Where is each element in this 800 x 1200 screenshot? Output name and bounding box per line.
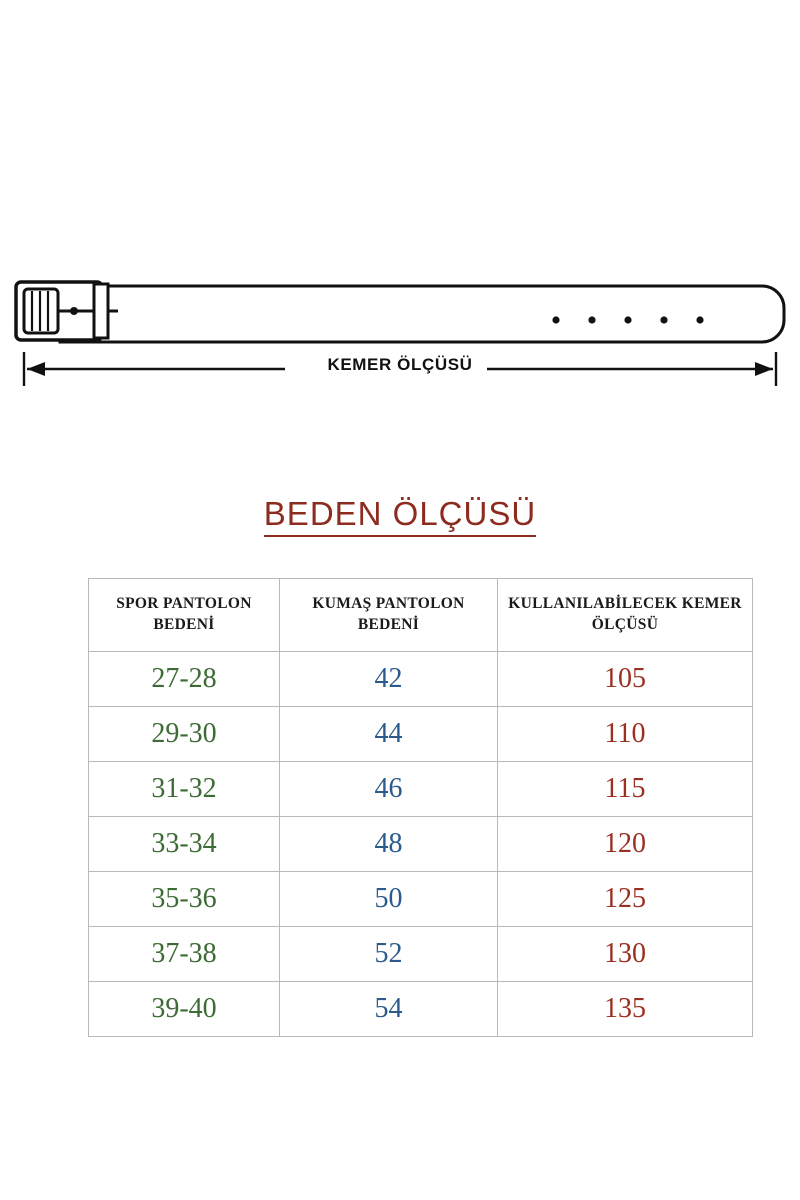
page-title — [0, 495, 800, 533]
belt-with-buckle-icon — [0, 0, 800, 400]
cell-spor-bedeni: 27-28 — [89, 652, 280, 707]
cell-kemer-olcusu: 105 — [498, 652, 753, 707]
table-row — [89, 652, 753, 707]
table-row — [89, 762, 753, 817]
table-row — [89, 817, 753, 872]
cell-spor-bedeni: 35-36 — [89, 872, 280, 927]
cell-spor-bedeni: 39-40 — [89, 982, 280, 1037]
cell-spor-bedeni: 37-38 — [89, 927, 280, 982]
table-header-row — [89, 579, 753, 652]
belt-diagram — [0, 0, 800, 374]
table-row — [89, 872, 753, 927]
cell-kemer-olcusu: 115 — [498, 762, 753, 817]
cell-kumas-bedeni: 44 — [280, 707, 498, 762]
cell-kemer-olcusu: 130 — [498, 927, 753, 982]
belt-illustration — [0, 0, 800, 374]
cell-kumas-bedeni: 54 — [280, 982, 498, 1037]
size-chart-table — [88, 578, 753, 1037]
table-row — [89, 982, 753, 1037]
cell-kemer-olcusu: 120 — [498, 817, 753, 872]
cell-spor-bedeni: 33-34 — [89, 817, 280, 872]
cell-kumas-bedeni: 48 — [280, 817, 498, 872]
cell-spor-bedeni: 31-32 — [89, 762, 280, 817]
cell-kemer-olcusu: 110 — [498, 707, 753, 762]
cell-kemer-olcusu: 135 — [498, 982, 753, 1037]
cell-kumas-bedeni: 50 — [280, 872, 498, 927]
cell-kumas-bedeni: 52 — [280, 927, 498, 982]
cell-kumas-bedeni: 46 — [280, 762, 498, 817]
page-title-text: BEDEN ÖLÇÜSÜ — [264, 495, 536, 537]
cell-kumas-bedeni: 42 — [280, 652, 498, 707]
column-header-kemer-olcusu: KULLANILABİLECEK KEMER ÖLÇÜSÜ — [498, 579, 753, 652]
cell-spor-bedeni: 29-30 — [89, 707, 280, 762]
column-header-spor-pantolon: SPOR PANTOLON BEDENİ — [89, 579, 280, 652]
table-row — [89, 707, 753, 762]
belt-measure-label: KEMER ÖLÇÜSÜ — [327, 355, 473, 374]
table-row — [89, 927, 753, 982]
column-header-kumas-pantolon: KUMAŞ PANTOLON BEDENİ — [280, 579, 498, 652]
cell-kemer-olcusu: 125 — [498, 872, 753, 927]
